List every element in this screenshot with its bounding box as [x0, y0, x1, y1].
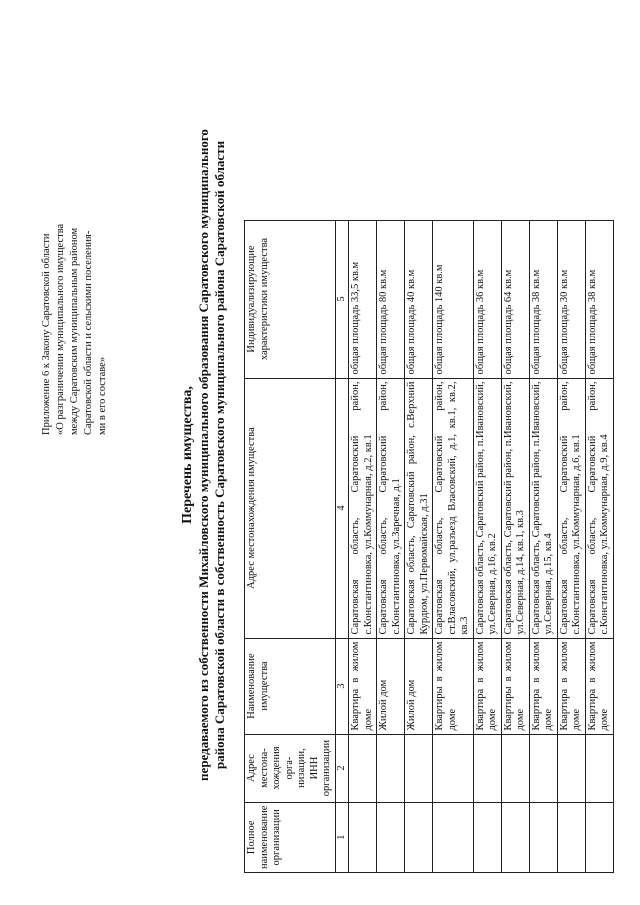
- org-name-cell: [557, 802, 585, 872]
- table-row: [501, 220, 529, 872]
- column-number: 4: [335, 378, 349, 638]
- property-name-cell: Квартира в жилом доме: [557, 638, 585, 734]
- org-name-cell: [349, 802, 377, 872]
- property-address-cell: Саратовская область, Саратовский район, п.Ивановский, ул.Северная, д.14, кв.1, кв.3: [501, 378, 529, 638]
- org-address-cell: [557, 734, 585, 802]
- header-property-address: Адрес местонахождения имущества: [245, 378, 336, 638]
- org-name-cell: [473, 802, 501, 872]
- property-address-cell: Саратовская область, Саратовский район, п.Ивановский, ул.Северная, д.15, кв.4: [529, 378, 557, 638]
- org-name-cell: [501, 802, 529, 872]
- table-row: [473, 220, 501, 872]
- property-address-cell: Саратовская область, Саратовский район, с.Константиновка, ул.Коммунарная, д.2, кв.1: [349, 378, 377, 638]
- property-table: [244, 220, 614, 873]
- org-address-cell: [473, 734, 501, 802]
- property-name-cell: Квартира в жилом доме: [529, 638, 557, 734]
- table-row: [585, 220, 613, 872]
- property-name-cell: Квартира в жилом доме: [585, 638, 613, 734]
- page-subtitle-2: района Саратовской области в собственность Саратовского муниципального района Саратовской области: [212, 140, 227, 770]
- appendix-line: между Саратовским муниципальным районом: [69, 227, 80, 435]
- characteristics-cell: общая площадь 80 кв.м: [377, 220, 405, 378]
- header-org-name: Полное наименование организации: [245, 802, 336, 872]
- page-subtitle: передаваемого из собственности Михайловского муниципального образования Саратовского муниципального: [196, 129, 211, 781]
- property-name-cell: Квартиры в жилом доме: [433, 638, 474, 734]
- table-row: [377, 220, 405, 872]
- characteristics-cell: общая площадь 140 кв.м: [433, 220, 474, 378]
- property-address-cell: Саратовская область, Саратовский район, с.Константиновка, ул.Коммунарная, д.9, кв.4: [585, 378, 613, 638]
- org-address-cell: [529, 734, 557, 802]
- appendix-line: «О разграничении муниципального имущества: [55, 223, 66, 435]
- header-property-name: Наименование имущества: [245, 638, 336, 734]
- header-org-address: Адрес местона-хождения орга-низации, ИНН организации: [245, 734, 336, 802]
- table-row: [349, 220, 377, 872]
- column-number: 5: [335, 220, 349, 378]
- org-address-cell: [349, 734, 377, 802]
- property-address-cell: Саратовская область, Саратовский район, с.Верхний Курдюм, ул.Первомайская, д.31: [405, 378, 433, 638]
- property-name-cell: Квартира в жилом доме: [349, 638, 377, 734]
- appendix-line: ми в его составе»: [97, 356, 108, 435]
- characteristics-cell: общая площадь 30 кв.м: [557, 220, 585, 378]
- characteristics-cell: общая площадь 40 кв.м: [405, 220, 433, 378]
- org-name-cell: [405, 802, 433, 872]
- characteristics-cell: общая площадь 33,5 кв.м: [349, 220, 377, 378]
- property-address-cell: Саратовская область, Саратовский район, п.Ивановский, ул.Северная, д.16, кв.2: [473, 378, 501, 638]
- column-number-row: [335, 220, 349, 872]
- characteristics-cell: общая площадь 38 кв.м: [585, 220, 613, 378]
- org-address-cell: [585, 734, 613, 802]
- appendix-note: [40, 65, 110, 435]
- appendix-line: Саратовской области и сельскими поселения-: [83, 230, 94, 435]
- org-address-cell: [501, 734, 529, 802]
- property-name-cell: Квартира в жилом доме: [473, 638, 501, 734]
- org-address-cell: [405, 734, 433, 802]
- property-name-cell: Квартиры в жилом доме: [501, 638, 529, 734]
- table-row: [557, 220, 585, 872]
- table-header-row: [245, 220, 336, 872]
- table-row: [529, 220, 557, 872]
- characteristics-cell: общая площадь 38 кв.м: [529, 220, 557, 378]
- appendix-line: Приложение 6 к Закону Саратовской области: [41, 233, 52, 435]
- page-title: Перечень имущества,: [180, 386, 195, 524]
- property-address-cell: Саратовская область, Саратовский район, ст.Власовский, ул.разъезд Власовский, д.1, кв.1, кв.2, кв.3: [433, 378, 474, 638]
- header-characteristics: Индивидуализирующие характеристики имущества: [245, 220, 336, 378]
- column-number: 1: [335, 802, 349, 872]
- table-row: [433, 220, 474, 872]
- property-name-cell: Жилой дом: [377, 638, 405, 734]
- table-body: [349, 220, 614, 872]
- table-row: [405, 220, 433, 872]
- org-name-cell: [529, 802, 557, 872]
- org-name-cell: [585, 802, 613, 872]
- column-number: 3: [335, 638, 349, 734]
- org-name-cell: [433, 802, 474, 872]
- column-number: 2: [335, 734, 349, 802]
- characteristics-cell: общая площадь 64 кв.м: [501, 220, 529, 378]
- org-name-cell: [377, 802, 405, 872]
- org-address-cell: [377, 734, 405, 802]
- property-address-cell: Саратовская область, Саратовский район, с.Константиновка, ул.Коммунарная, д.6, кв.1: [557, 378, 585, 638]
- property-address-cell: Саратовская область, Саратовский район, с.Константиновка, ул.Заречная, д.1: [377, 378, 405, 638]
- property-name-cell: Жилой дом: [405, 638, 433, 734]
- characteristics-cell: общая площадь 36 кв.м: [473, 220, 501, 378]
- org-address-cell: [433, 734, 474, 802]
